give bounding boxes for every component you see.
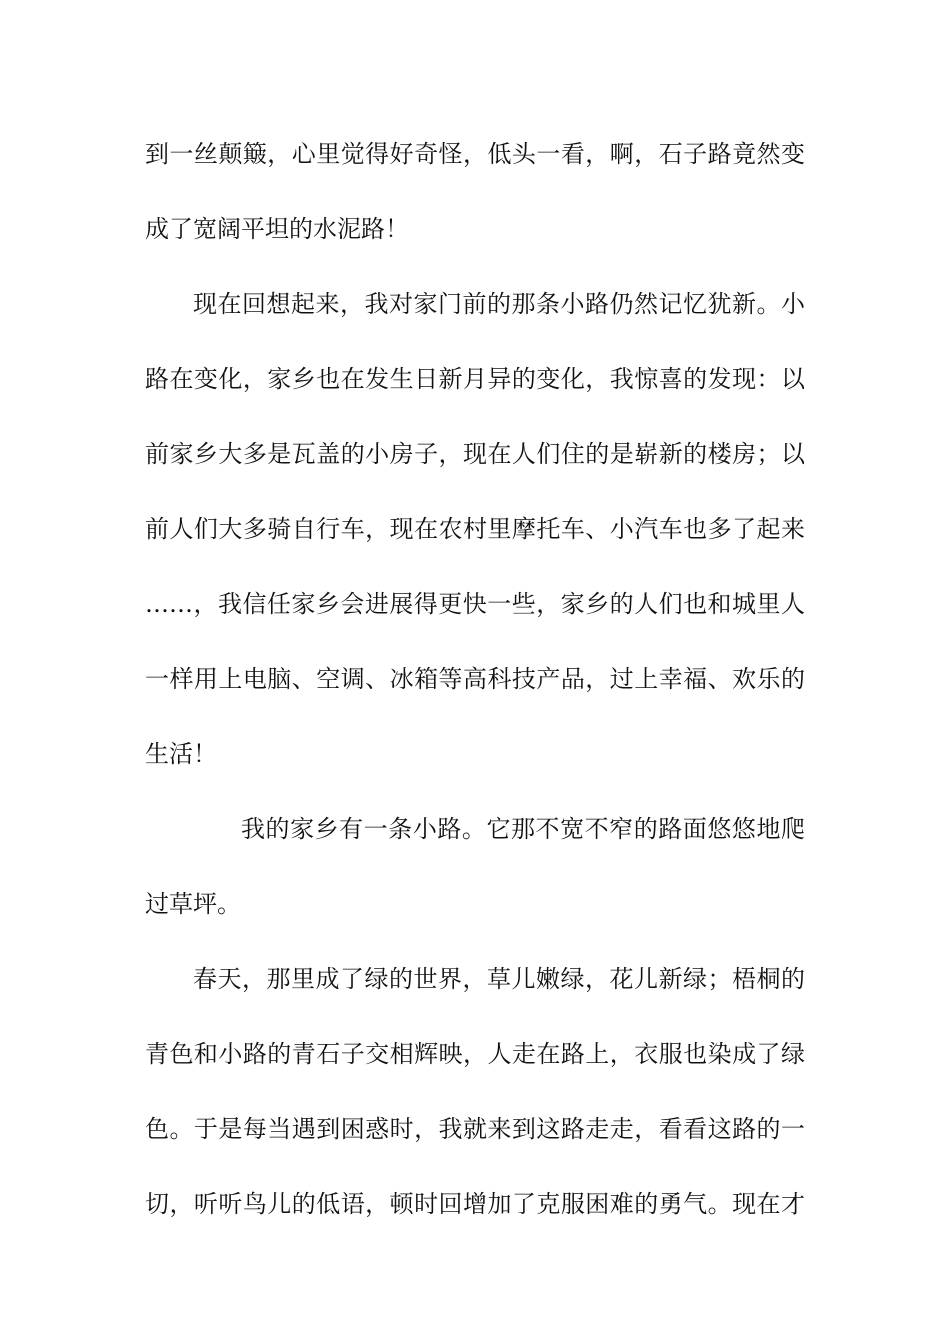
- text-line: 一样用上电脑、空调、冰箱等高科技产品，过上幸福、欢乐的: [145, 665, 805, 693]
- text-line: 切，听听鸟儿的低语，顿时回增加了克服困难的勇气。现在才: [145, 1190, 805, 1218]
- text-line: 生活！: [145, 740, 217, 768]
- text-line: ……，我信任家乡会进展得更快一些，家乡的人们也和城里人: [145, 590, 805, 618]
- paragraph-first-line: 我的家乡有一条小路。它那不宽不窄的路面悠悠地爬: [241, 815, 805, 843]
- text-line: 前人们大多骑自行车，现在农村里摩托车、小汽车也多了起来: [145, 515, 805, 543]
- paragraph-first-line: 现在回想起来，我对家门前的那条小路仍然记忆犹新。小: [193, 290, 805, 318]
- text-line: 前家乡大多是瓦盖的小房子，现在人们住的是崭新的楼房；以: [145, 440, 805, 468]
- text-line: 到一丝颠簸，心里觉得好奇怪，低头一看，啊，石子路竟然变: [145, 140, 805, 168]
- text-line: 色。于是每当遇到困惑时，我就来到这路走走，看看这路的一: [145, 1115, 805, 1143]
- text-line: 青色和小路的青石子交相辉映，人走在路上，衣服也染成了绿: [145, 1040, 805, 1068]
- text-line: 成了宽阔平坦的水泥路！: [145, 215, 409, 243]
- text-line: 路在变化，家乡也在发生日新月异的变化，我惊喜的发现：以: [145, 365, 805, 393]
- text-line: 过草坪。: [145, 890, 241, 918]
- paragraph-first-line: 春天，那里成了绿的世界，草儿嫩绿，花儿新绿；梧桐的: [193, 965, 805, 993]
